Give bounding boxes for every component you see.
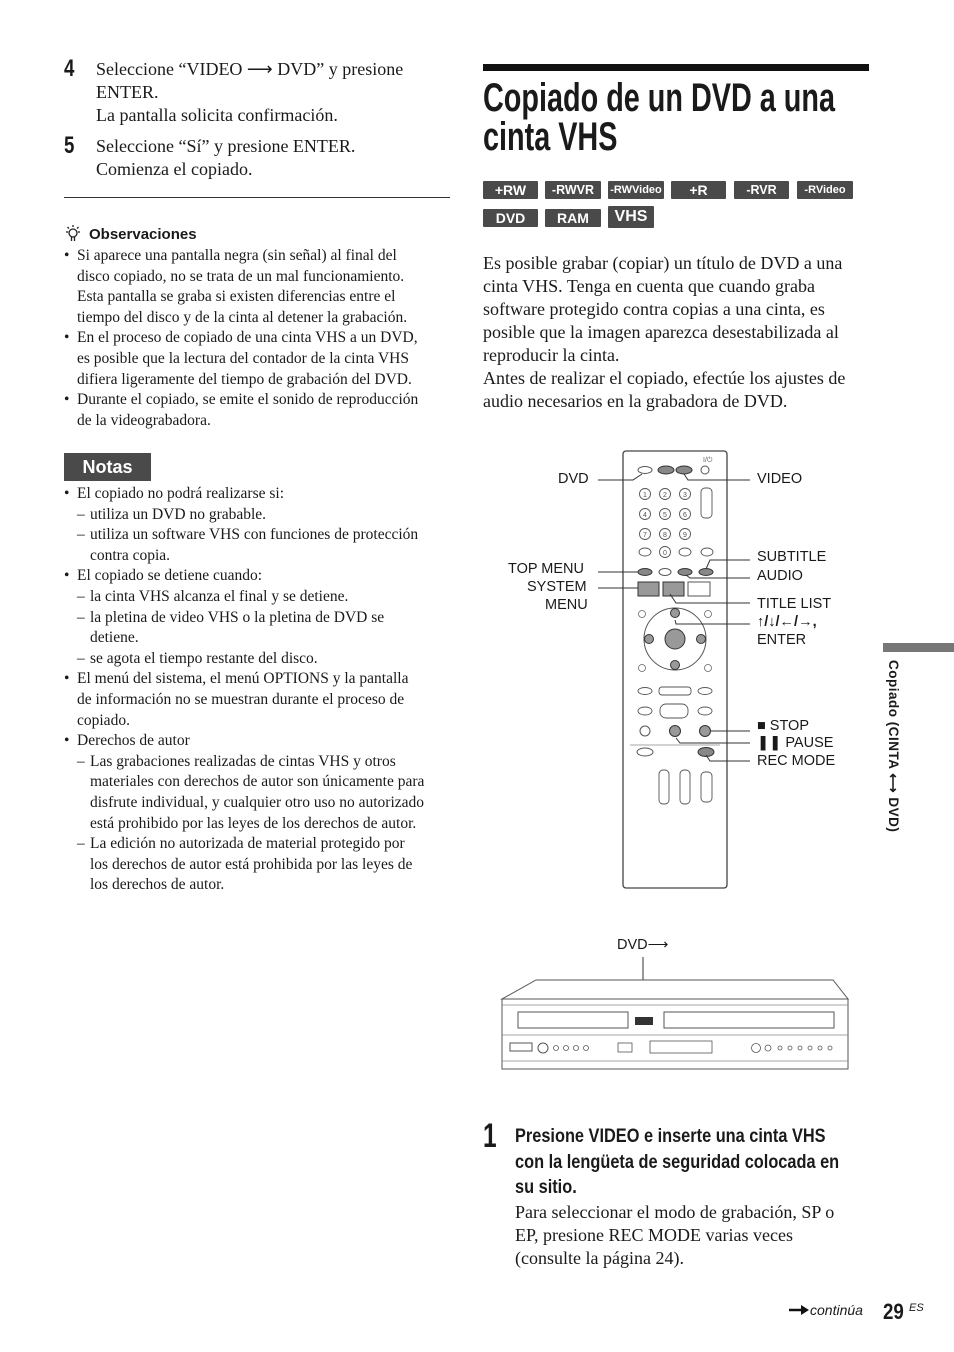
continues-indicator <box>788 1302 863 1318</box>
text-line: se agota el tiempo restante del disco. <box>90 649 318 667</box>
intro-paragraph <box>483 252 883 413</box>
text-line: Esta pantalla se graba si existen diferencias entre el <box>77 288 396 306</box>
step-text: Comienza el copiado. <box>96 159 253 179</box>
text-line: El copiado se detiene cuando: <box>77 567 263 585</box>
text-line: utiliza un DVD no grabable. <box>90 505 267 523</box>
notes-list <box>64 484 456 896</box>
text-line: La edición no autorizada de material protegido por <box>90 835 405 853</box>
sub-item: – la cinta VHS alcanza el final y se detiene. <box>64 587 456 608</box>
text-line: contra copia. <box>90 546 171 564</box>
text-line: Durante el copiado, se emite el sonido de reproducción <box>77 391 419 409</box>
badge: -RWVR <box>545 181 601 199</box>
label-dvd-to-vhs: DVD⟶ <box>617 937 669 953</box>
text-line: detiene. <box>90 629 139 647</box>
text-line: es posible que la lectura del contador de la cinta VHS <box>77 349 409 367</box>
sub-item: – Las grabaciones realizadas de cintas VHS y otros materiales con derechos de autor son únicamente para disfrute individual, y cualquier otro uso no autorizado está prohibido por las leyes de los derechos de autor. <box>64 752 456 834</box>
text-line: de información no se muestran durante el proceso de <box>77 690 405 708</box>
badge: DVD <box>483 209 538 227</box>
svg-text:I/⏻: I/⏻ <box>703 457 713 464</box>
text-line: su sitio. <box>515 1177 577 1198</box>
text-line: software protegido contra copias a una cinta, es <box>483 299 825 319</box>
text-line: disfrute individual, y cualquier otro uso no autorizado <box>90 793 425 811</box>
label-audio: AUDIO <box>757 568 803 584</box>
text-line: la cinta VHS alcanza el final y se detiene. <box>90 587 349 605</box>
observations-title: Observaciones <box>89 225 197 243</box>
label-title-list: TITLE LIST <box>757 596 832 612</box>
side-tab-label: Copiado (CINTA ⟷ DVD) <box>886 660 901 833</box>
label-stop: ■ STOP <box>757 718 810 734</box>
text-line: En el proceso de copiado de una cinta VHS a un DVD, <box>77 329 418 347</box>
side-tab-bar <box>883 643 954 652</box>
continues-text: continúa <box>810 1302 863 1318</box>
badge: -RWVideo <box>608 181 664 199</box>
sub-item: – la pletina de video VHS o la pletina de DVD se detiene. <box>64 608 456 649</box>
text-line: utiliza un software VHS con funciones de protección <box>90 526 419 544</box>
label-menu: MENU <box>545 597 588 613</box>
list-item: • El copiado se detiene cuando: <box>64 566 456 587</box>
label-pause: ❚❚ PAUSE <box>757 735 834 751</box>
svg-text:1: 1 <box>643 492 647 499</box>
step-text: Seleccione “Sí” y presione ENTER. <box>96 136 356 156</box>
label-subtitle: SUBTITLE <box>757 549 827 565</box>
list-item: • Durante el copiado, se emite el sonido de reproducción de la videograbadora. <box>64 390 454 431</box>
badge: RAM <box>545 209 601 227</box>
remote-leader-lines <box>590 448 760 778</box>
badge: -RVR <box>734 181 789 199</box>
step-1-body <box>515 1201 834 1270</box>
observations-section <box>64 224 454 431</box>
text-line: los derechos de autor. <box>90 876 225 894</box>
text-line: Presione VIDEO e inserte una cinta VHS <box>515 1126 826 1147</box>
list-item: • El menú del sistema, el menú OPTIONS y la pantalla de información no se muestran durante el proceso de copiado. <box>64 669 456 731</box>
list-item: • Derechos de autor <box>64 731 456 752</box>
text-line: Derechos de autor <box>77 732 190 750</box>
text-line: Es posible grabar (copiar) un título de DVD a una <box>483 253 843 273</box>
sub-item: – se agota el tiempo restante del disco. <box>64 649 456 670</box>
label-video: VIDEO <box>757 471 803 487</box>
svg-text:2: 2 <box>663 492 667 499</box>
badge: VHS <box>608 206 654 228</box>
badge: +R <box>671 181 726 199</box>
title-rule <box>483 64 869 71</box>
svg-text:5: 5 <box>663 512 667 519</box>
sub-item: – La edición no autorizada de material protegido por los derechos de autor está prohibida por las leyes de los derechos de autor. <box>64 834 456 896</box>
svg-text:7: 7 <box>643 532 647 539</box>
svg-text:3: 3 <box>683 492 687 499</box>
text-line: Si aparece una pantalla negra (sin señal) al final del <box>77 247 397 264</box>
text-line: El menú del sistema, el menú OPTIONS y la pantalla <box>77 670 409 688</box>
page-title: cinta VHS <box>483 115 618 159</box>
page-suffix: ES <box>909 1302 924 1314</box>
svg-text:4: 4 <box>643 512 647 519</box>
dvd-vhs-recorder-illustration <box>498 955 854 1075</box>
list-item: • El copiado no podrá realizarse si: <box>64 484 456 505</box>
svg-text:9: 9 <box>683 532 687 539</box>
step-text: ENTER. <box>96 82 159 102</box>
text-line: los derechos de autor está prohibida por las leyes de <box>90 855 413 873</box>
page-number: 29 <box>883 1299 904 1324</box>
lightbulb-icon <box>64 224 86 244</box>
text-line: posible que la imagen aparezca desestabilizada al <box>483 322 839 342</box>
notes-header: Notas <box>64 453 151 481</box>
step-number: 1 <box>483 1117 497 1155</box>
label-arrows: ↑/↓/←/→, <box>757 614 817 630</box>
text-line: Las grabaciones realizadas de cintas VHS y otros <box>90 752 396 770</box>
text-line: está prohibido por las leyes de los derechos de autor. <box>90 814 417 832</box>
text-line: disco copiado, no se trata de un mal funcionamiento. <box>77 267 405 285</box>
text-line: audio necesarios en la grabadora de DVD. <box>483 391 788 411</box>
step-number: 5 <box>64 132 75 159</box>
divider <box>64 197 450 198</box>
text-line: El copiado no podrá realizarse si: <box>77 485 285 502</box>
sub-item: – utiliza un DVD no grabable. <box>64 505 456 526</box>
label-dvd: DVD <box>558 471 589 487</box>
page-title: Copiado de un DVD a una <box>483 76 836 120</box>
text-line: Para seleccionar el modo de grabación, SP o <box>515 1202 835 1222</box>
step-text: Seleccione “VIDEO ⟶ DVD” y presione <box>96 59 404 79</box>
label-system: SYSTEM <box>527 579 587 595</box>
text-line: cinta VHS. Tenga en cuenta que cuando graba <box>483 276 815 296</box>
svg-text:6: 6 <box>683 512 687 519</box>
text-line: reproducir la cinta. <box>483 345 620 365</box>
arrow-right-icon <box>788 1304 810 1316</box>
text-line: tiempo del disco y de la cinta al detener la grabación. <box>77 308 408 326</box>
text-line: de la videograbadora. <box>77 411 211 429</box>
sub-item: – utiliza un software VHS con funciones de protección contra copia. <box>64 525 456 566</box>
label-top-menu: TOP MENU <box>508 561 585 577</box>
step-1-heading <box>515 1124 876 1201</box>
text-line: (consulte la página 24). <box>515 1248 684 1268</box>
badge: -RVideo <box>797 181 853 199</box>
text-line: copiado. <box>77 711 130 729</box>
step-number: 4 <box>64 55 75 82</box>
text-line: EP, presione REC MODE varias veces <box>515 1225 793 1245</box>
list-item: • Si aparece una pantalla negra (sin señal) al final del disco copiado, no se trata de un mal funcionamiento. Esta pantalla se graba si existen diferencias entre el tiempo del disco y de la cinta al detener la grabación. <box>64 246 454 328</box>
text-line: la pletina de video VHS o la pletina de DVD se <box>90 608 385 626</box>
label-enter: ENTER <box>757 632 807 648</box>
list-item: • En el proceso de copiado de una cinta VHS a un DVD, es posible que la lectura del contador de la cinta VHS difiera ligeramente del tiempo de grabación del DVD. <box>64 328 454 390</box>
text-line: difiera ligeramente del tiempo de grabación del DVD. <box>77 370 412 388</box>
text-line: materiales con derechos de autor son únicamente para <box>90 773 425 791</box>
badge: +RW <box>483 181 538 199</box>
text-line: con la lengüeta de seguridad colocada en <box>515 1151 840 1173</box>
step-text: La pantalla solicita confirmación. <box>96 105 338 125</box>
text-line: Antes de realizar el copiado, efectúe los ajustes de <box>483 368 846 388</box>
svg-text:8: 8 <box>663 532 667 539</box>
label-rec-mode: REC MODE <box>757 753 836 769</box>
svg-text:0: 0 <box>663 550 667 557</box>
